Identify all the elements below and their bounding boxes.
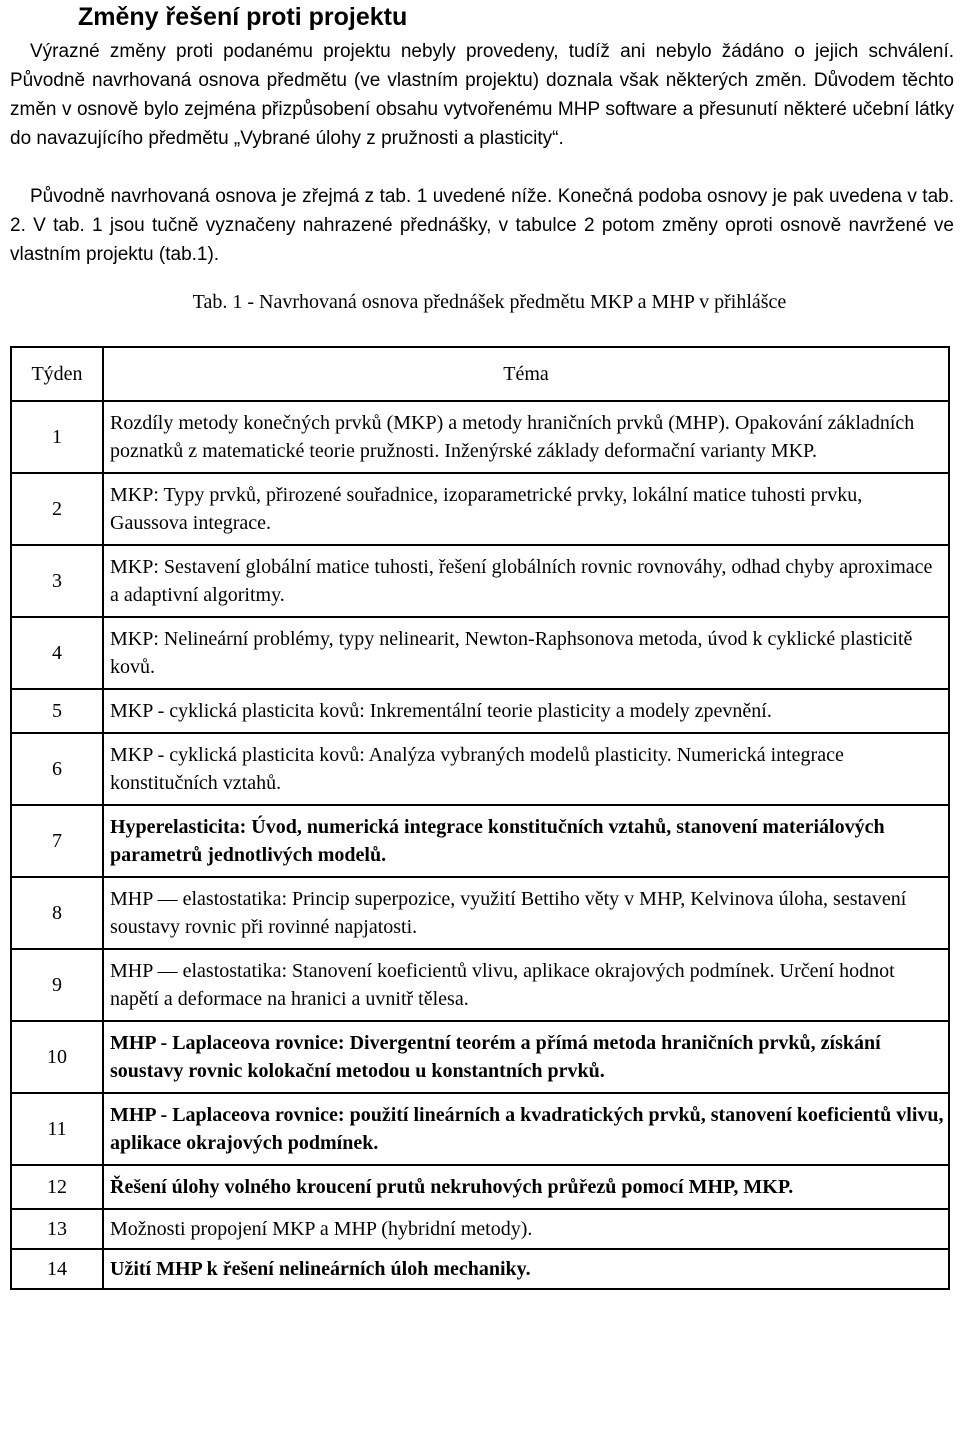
reference-paragraph (10, 182, 954, 269)
syllabus-table (10, 346, 950, 1290)
week-number: 1 (11, 401, 103, 473)
table-row (11, 689, 949, 733)
table-row (11, 545, 949, 617)
table-row (11, 877, 949, 949)
paragraph-indent (10, 41, 30, 62)
week-number: 3 (11, 545, 103, 617)
table-row (11, 1165, 949, 1209)
week-topic: MKP - cyklická plasticita kovů: Analýza vybraných modelů plasticity. Numerická integrace konstitučních vztahů. (103, 733, 949, 805)
week-topic: MKP: Sestavení globální matice tuhosti, řešení globálních rovnic rovnováhy, odhad chyby aproximace a adaptivní algoritmy. (103, 545, 949, 617)
table-row (11, 617, 949, 689)
week-topic: MKP - cyklická plasticita kovů: Inkrementální teorie plasticity a modely zpevnění. (103, 689, 949, 733)
week-topic: Rozdíly metody konečných prvků (MKP) a metody hraničních prvků (MHP). Opakování základních poznatků z matematické teorie pružnosti. Inženýrské základy deformační varianty MKP. (103, 401, 949, 473)
table-row (11, 1021, 949, 1093)
header-week: Týden (11, 347, 103, 401)
table-row (11, 949, 949, 1021)
paragraph-indent (10, 186, 30, 207)
week-topic: Užití MHP k řešení nelineárních úloh mechaniky. (103, 1249, 949, 1289)
week-topic: Řešení úlohy volného kroucení prutů nekruhových průřezů pomocí MHP, MKP. (103, 1165, 949, 1209)
table-row (11, 1249, 949, 1289)
syllabus-table-body (11, 401, 949, 1289)
week-number: 11 (11, 1093, 103, 1165)
week-number: 4 (11, 617, 103, 689)
week-number: 8 (11, 877, 103, 949)
week-number: 5 (11, 689, 103, 733)
document-page (10, 0, 954, 1280)
week-topic: MHP — elastostatika: Stanovení koeficientů vlivu, aplikace okrajových podmínek. Určení hodnot napětí a deformace na hranici a uvnitř tělesa. (103, 949, 949, 1021)
reference-paragraph-text: Původně navrhovaná osnova je zřejmá z tab. 1 uvedené níže. Konečná podoba osnovy je pak uvedena v tab. 2. V tab. 1 jsou tučně vyznačeny nahrazené přednášky, v tabulce 2 potom změny oproti osnově navržené ve vlastním projektu (tab.1). (10, 186, 954, 265)
table-row (11, 1209, 949, 1249)
week-topic: MKP: Nelineární problémy, typy nelinearit, Newton-Raphsonova metoda, úvod k cyklické plasticitě kovů. (103, 617, 949, 689)
week-topic: MKP: Typy prvků, přirozené souřadnice, izoparametrické prvky, lokální matice tuhosti prvku, Gaussova integrace. (103, 473, 949, 545)
week-topic: Možnosti propojení MKP a MHP (hybridní metody). (103, 1209, 949, 1249)
week-number: 13 (11, 1209, 103, 1249)
table-row (11, 1093, 949, 1165)
table-caption: Tab. 1 - Navrhovaná osnova přednášek předmětu MKP a MHP v přihlášce (192, 291, 787, 313)
week-topic: Hyperelasticita: Úvod, numerická integrace konstitučních vztahů, stanovení materiálových parametrů jednotlivých modelů. (103, 805, 949, 877)
week-topic: MHP - Laplaceova rovnice: použití lineárních a kvadratických prvků, stanovení koeficientů vlivu, aplikace okrajových podmínek. (103, 1093, 949, 1165)
week-number: 2 (11, 473, 103, 545)
week-number: 9 (11, 949, 103, 1021)
section-heading: Změny řešení proti projektu (78, 3, 408, 31)
table-header-row (11, 347, 949, 401)
week-number: 7 (11, 805, 103, 877)
table-row (11, 733, 949, 805)
week-number: 6 (11, 733, 103, 805)
header-topic: Téma (103, 347, 949, 401)
week-topic: MHP - Laplaceova rovnice: Divergentní teorém a přímá metoda hraničních prvků, získání soustavy rovnic kolokační metodou u konstantních prvků. (103, 1021, 949, 1093)
week-number: 10 (11, 1021, 103, 1093)
week-number: 14 (11, 1249, 103, 1289)
intro-paragraph-text: Výrazné změny proti podanému projektu nebyly provedeny, tudíž ani nebylo žádáno o jejich schválení. Původně navrhovaná osnova předmětu (ve vlastním projektu) doznala však některých změn. Důvodem těchto změn v osnově bylo zejména přizpůsobení obsahu vytvořenému MHP software a přesunutí některé učební látky do navazujícího předmětu „Vybrané úlohy z pružnosti a plasticity“. (10, 41, 954, 149)
intro-paragraph (10, 37, 954, 153)
table-row (11, 401, 949, 473)
table-row (11, 473, 949, 545)
week-topic: MHP — elastostatika: Princip superpozice, využití Bettiho věty v MHP, Kelvinova úloha, sestavení soustavy rovnic při rovinné napjatosti. (103, 877, 949, 949)
week-number: 12 (11, 1165, 103, 1209)
table-row (11, 805, 949, 877)
